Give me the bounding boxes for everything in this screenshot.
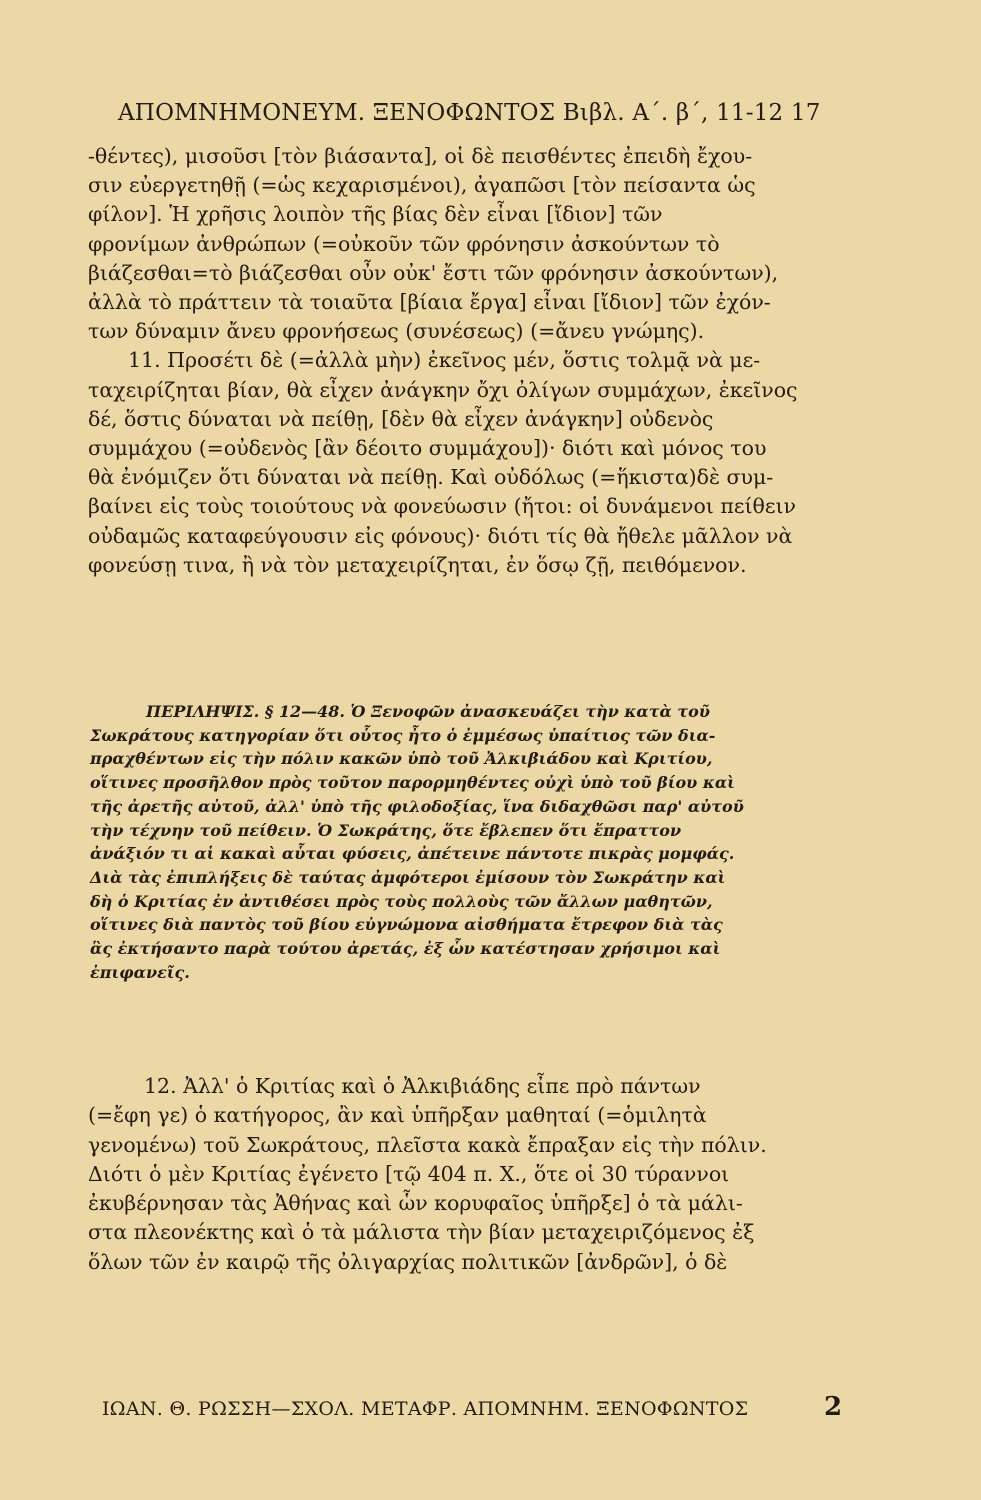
text-line: ταχειρίζηται βίαν, θὰ εἶχεν ἀνάγκην ὄχι ὀλίγων συμμάχων, ἐκεῖνος bbox=[88, 377, 798, 402]
text-line: φονεύσῃ τινα, ἢ νὰ τὸν μεταχειρίζηται, ἐν ὅσῳ ζῇ, πειθόμενον. bbox=[88, 552, 747, 577]
summary-line: ἐπιφανεῖς. bbox=[90, 962, 190, 982]
summary-line: ΠΕΡΙΛΗΨΙΣ. § 12—48. Ὁ Ξενοφῶν ἀνασκευάζει τὴν κατὰ τοῦ bbox=[146, 702, 710, 721]
text-line: -θέντες), μισοῦσι [τὸν βιάσαντα], οἱ δὲ πεισθέντες ἐπειδὴ ἔχου- bbox=[88, 144, 753, 168]
summary-block bbox=[90, 700, 845, 984]
text-line: των δύναμιν ἄνευ φρονήσεως (συνέσεως) (=ἄνευ γνώμης). bbox=[88, 319, 705, 344]
summary-line: Σωκράτους κατηγορίαν ὅτι οὗτος ἦτο ὁ ἐμμέσως ὑπαίτιος τῶν δια- bbox=[90, 725, 716, 745]
text-line: βαίνει εἰς τοὺς τοιούτους νὰ φονεύωσιν (ἤτοι: οἱ δυνάμενοι πείθειν bbox=[88, 494, 796, 519]
summary-line: τῆς ἀρετῆς αὐτοῦ, ἀλλ' ὑπὸ τῆς φιλοδοξίας, ἵνα διδαχθῶσι παρ' αὐτοῦ bbox=[90, 796, 744, 816]
main-text-block bbox=[88, 142, 843, 580]
text-line: φρονίμων ἀνθρώπων (=οὐκοῦν τῶν φρόνησιν ἀσκούντων τὸ bbox=[88, 231, 720, 256]
text-line: βιάζεσθαι=τὸ βιάζεσθαι οὖν οὐκ' ἔστι τῶν φρόνησιν ἀσκούντων), bbox=[88, 260, 779, 285]
signature-mark: 2 bbox=[824, 1392, 843, 1422]
main-text-block-2 bbox=[88, 1072, 843, 1277]
text-line: στα πλεονέκτης καὶ ὁ τὰ μάλιστα τὴν βίαν μεταχειριζόμενος ἐξ bbox=[88, 1220, 755, 1245]
summary-line: δὴ ὁ Κριτίας ἐν ἀντιθέσει πρὸς τοὺς πολλοὺς τῶν ἄλλων μαθητῶν, bbox=[90, 891, 713, 911]
summary-line: τὴν τέχνην τοῦ πείθειν. Ὁ Σωκράτης, ὅτε ἔβλεπεν ὅτι ἔπραττον bbox=[90, 820, 682, 840]
text-line: σιν εὐεργετηθῇ (=ὡς κεχαρισμένοι), ἀγαπῶσι [τὸν πείσαντα ὡς bbox=[88, 173, 756, 198]
text-line: ἀλλὰ τὸ πράττειν τὰ τοιαῦτα [βίαια ἔργα] εἶναι [ἴδιον] τῶν ἐχόν- bbox=[88, 290, 771, 315]
text-line: 11. Προσέτι δὲ (=ἀλλὰ μὴν) ἐκεῖνος μέν, ὅστις τολμᾷ νὰ με- bbox=[128, 348, 761, 373]
text-line: θὰ ἐνόμιζεν ὅτι δύναται νὰ πείθῃ. Καὶ οὐδόλως (=ἥκιστα)δὲ συμ- bbox=[88, 465, 774, 490]
footer-imprint: ΙΩΑΝ. Θ. ΡΩΣΣΗ—ΣΧΟΛ. ΜΕΤΑΦΡ. ΑΠΟΜΝΗΜ. ΞΕΝΟΦΩΝΤΟΣ bbox=[102, 1398, 749, 1420]
summary-line: οἵτινες διὰ παντὸς τοῦ βίου εὐγνώμονα αἰσθήματα ἔτρεφον διὰ τὰς bbox=[90, 915, 723, 935]
text-line: δέ, ὅστις δύναται νὰ πείθῃ, [δὲν θὰ εἶχεν ἀνάγκην] οὐδενὸς bbox=[88, 406, 714, 431]
text-line: ἐκυβέρνησαν τὰς Ἀθήνας καὶ ὧν κορυφαῖος ὑπῆρξε] ὁ τὰ μάλι- bbox=[88, 1191, 743, 1216]
summary-line: ἃς ἐκτήσαντο παρὰ τούτου ἀρετάς, ἐξ ὧν κατέστησαν χρήσιμοι καὶ bbox=[90, 939, 721, 959]
text-line: φίλον]. Ἡ χρῆσις λοιπὸν τῆς βίας δὲν εἶναι [ἴδιον] τῶν bbox=[88, 202, 663, 227]
text-line: (=ἔφη γε) ὁ κατήγορος, ἂν καὶ ὑπῆρξαν μαθηταί (=ὁμιλητὰ bbox=[88, 1103, 707, 1128]
text-line: συμμάχου (=οὐδενὸς [ἂν δέοιτο συμμάχου])· διότι καὶ μόνος του bbox=[88, 436, 767, 461]
summary-line: Διὰ τὰς ἐπιπλήξεις δὲ ταύτας ἀμφότεροι ἐμίσουν τὸν Σωκράτην καὶ bbox=[90, 867, 726, 887]
running-header: ΑΠΟΜΝΗΜΟΝΕΥΜ. ΞΕΝΟΦΩΝΤΟΣ Βιβλ. Α΄. β΄, 11-12 17 bbox=[118, 100, 821, 126]
summary-line: πραχθέντων εἰς τὴν πόλιν κακῶν ὑπὸ τοῦ Ἀλκιβιάδου καὶ Κριτίου, bbox=[90, 749, 713, 769]
text-line: 12. Ἀλλ' ὁ Κριτίας καὶ ὁ Ἀλκιβιάδης εἶπε πρὸ πάντων bbox=[144, 1074, 701, 1098]
summary-line: ἀνάξιόν τι αἱ κακαὶ αὗται φύσεις, ἀπέτεινε πάντοτε πικρὰς μομφάς. bbox=[90, 844, 735, 864]
text-line: ὅλων τῶν ἐν καιρῷ τῆς ὀλιγαρχίας πολιτικῶν [ἀνδρῶν], ὁ δὲ bbox=[88, 1249, 728, 1274]
text-line: Διότι ὁ μὲν Κριτίας ἐγένετο [τῷ 404 π. Χ., ὅτε οἱ 30 τύραννοι bbox=[88, 1161, 730, 1186]
text-line: γενομένω) τοῦ Σωκράτους, πλεῖστα κακὰ ἔπραξαν εἰς τὴν πόλιν. bbox=[88, 1132, 767, 1157]
text-line: οὐδαμῶς καταφεύγουσιν εἰς φόνους)· διότι τίς θὰ ἤθελε μᾶλλον νὰ bbox=[88, 523, 793, 548]
summary-line: οἵτινες προσῆλθον πρὸς τοῦτον παρορμηθέντες οὐχὶ ὑπὸ τοῦ βίου καὶ bbox=[90, 773, 735, 793]
